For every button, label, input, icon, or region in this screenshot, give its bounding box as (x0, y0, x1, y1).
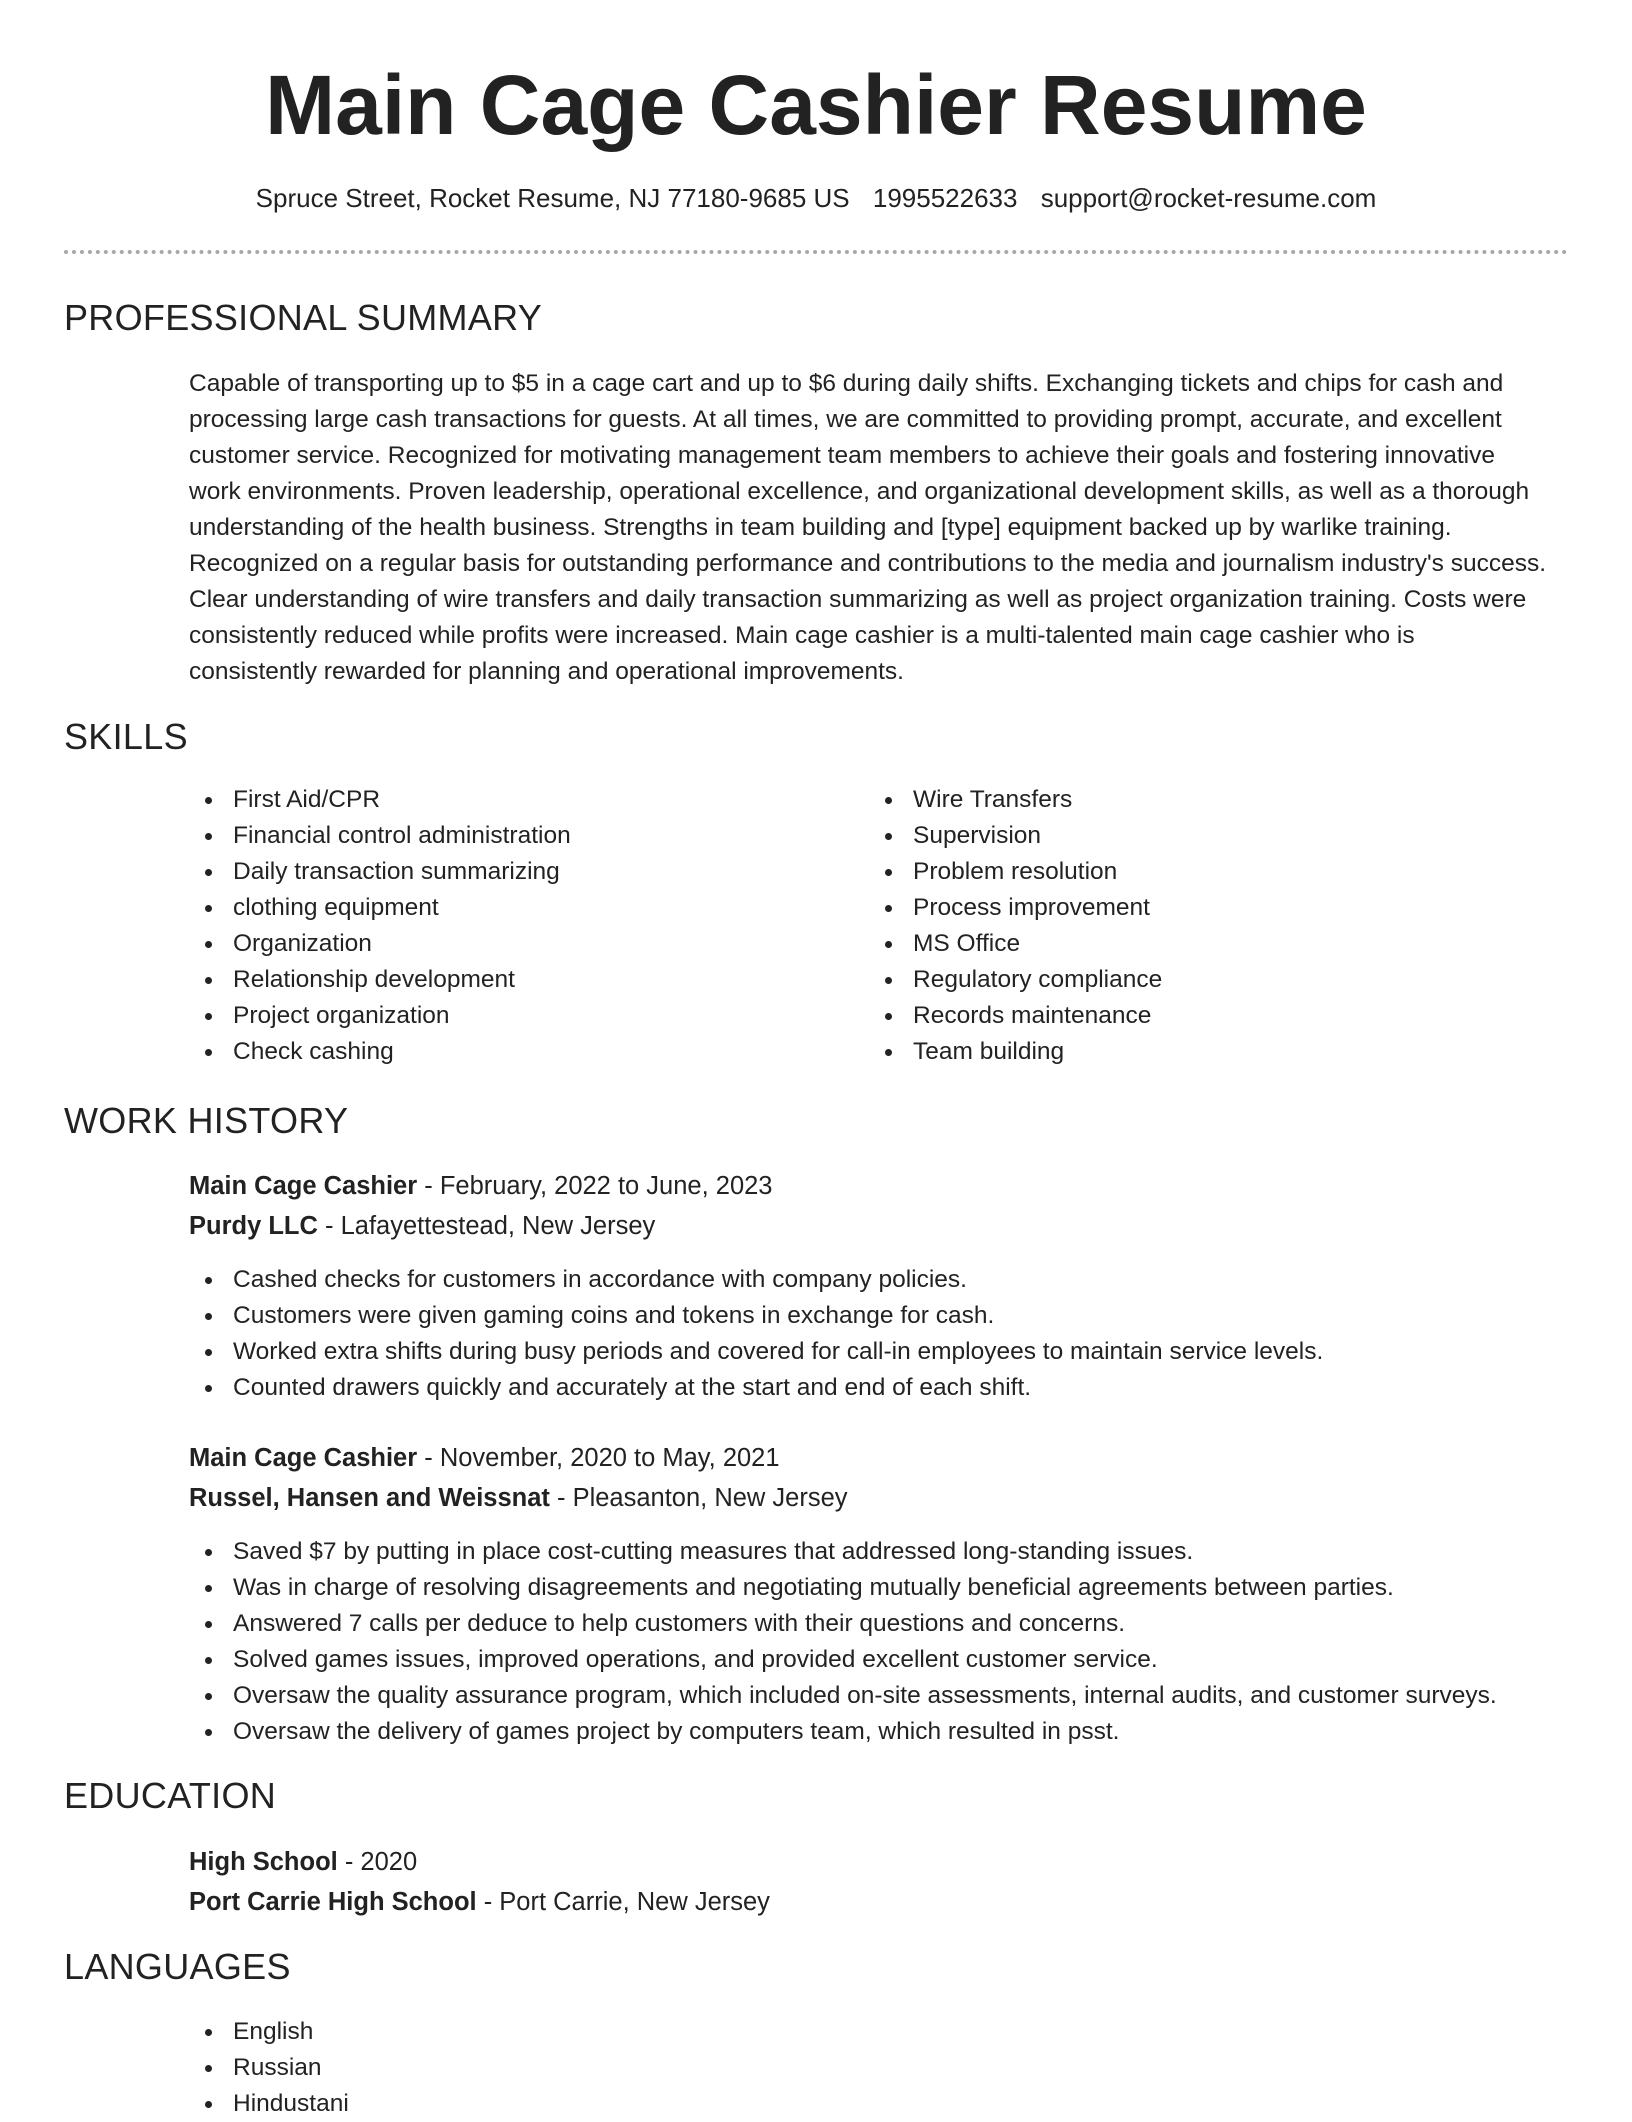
list-item: Russian (189, 2050, 1589, 2086)
contact-phone: 1995522633 (872, 183, 1018, 213)
list-item: Hindustani (189, 2086, 1589, 2122)
list-item: Worked extra shifts during busy periods and covered for call-in employees to maintain service levels. (189, 1334, 1589, 1370)
list-item: Solved games issues, improved operations, and provided excellent customer service. (189, 1642, 1589, 1678)
job-role: Main Cage Cashier (189, 1444, 418, 1472)
job-bullets-2 (189, 1534, 1589, 1750)
education-year: - 2020 (337, 1848, 418, 1876)
list-item: Organization (189, 926, 829, 962)
section-title-languages: LANGUAGES (64, 1946, 291, 1987)
header-divider (64, 250, 1568, 254)
skills-list-right (869, 782, 1509, 1070)
list-item: Was in charge of resolving disagreements and negotiating mutually beneficial agreements between parties. (189, 1570, 1589, 1606)
education-degree: High School (189, 1848, 338, 1876)
list-item: Project organization (189, 998, 829, 1034)
list-item: Wire Transfers (869, 782, 1509, 818)
list-item: Customers were given gaming coins and tokens in exchange for cash. (189, 1298, 1589, 1334)
list-item: Cashed checks for customers in accordance with company policies. (189, 1262, 1589, 1298)
list-item: Daily transaction summarizing (189, 854, 829, 890)
list-item: Problem resolution (869, 854, 1509, 890)
job-location: - Lafayettestead, New Jersey (317, 1212, 656, 1240)
list-item: Financial control administration (189, 818, 829, 854)
education-degree-line (189, 1842, 1569, 1882)
job-bullets-1 (189, 1262, 1589, 1406)
education-school: Port Carrie High School (189, 1888, 477, 1916)
job-location: - Pleasanton, New Jersey (549, 1484, 848, 1512)
list-item: clothing equipment (189, 890, 829, 926)
contact-email: support@rocket-resume.com (1040, 183, 1377, 213)
skills-list-left (189, 782, 829, 1070)
list-item: MS Office (869, 926, 1509, 962)
list-item: English (189, 2014, 1589, 2050)
job-company-line (189, 1478, 1569, 1518)
job-company: Russel, Hansen and Weissnat (189, 1484, 550, 1512)
list-item: Counted drawers quickly and accurately at the start and end of each shift. (189, 1370, 1589, 1406)
job-dates: - November, 2020 to May, 2021 (417, 1444, 780, 1472)
list-item: Supervision (869, 818, 1509, 854)
job-title-line (189, 1438, 1569, 1478)
list-item: Saved $7 by putting in place cost-cutting measures that addressed long-standing issues. (189, 1534, 1589, 1570)
contact-address: Spruce Street, Rocket Resume, NJ 77180-9685 US (255, 183, 850, 213)
job-company: Purdy LLC (189, 1212, 318, 1240)
section-title-work-history: WORK HISTORY (64, 1100, 349, 1141)
section-title-skills: SKILLS (64, 716, 188, 757)
languages-list (189, 2014, 1589, 2122)
list-item: Oversaw the delivery of games project by computers team, which resulted in psst. (189, 1714, 1589, 1750)
job-role: Main Cage Cashier (189, 1172, 418, 1200)
education-school-line (189, 1882, 1569, 1922)
job-title-line (189, 1166, 1569, 1206)
list-item: Team building (869, 1034, 1509, 1070)
job-dates: - February, 2022 to June, 2023 (417, 1172, 773, 1200)
list-item: Relationship development (189, 962, 829, 998)
summary-text: Capable of transporting up to $5 in a cage cart and up to $6 during daily shifts. Exchanging tickets and chips for cash and processing large cash transactions for guests. At all times, we are committed to providing prompt, accurate, and excellent customer service. Recognized for motivating management team members to achieve their goals and fostering innovative work environments. Proven leadership, operational excellence, and organizational development skills, as well as a thorough understanding of the health business. Strengths in team building and [type] equipment backed up by warlike training. Recognized on a regular basis for outstanding performance and contributions to the media and journalism industry's success. Clear understanding of wire transfers and daily transaction summarizing as well as project organization training. Costs were consistently reduced while profits were increased. Main cage cashier is a multi-talented main cage cashier who is consistently rewarded for planning and operational improvements. (189, 370, 1547, 685)
education-location: - Port Carrie, New Jersey (476, 1888, 770, 1916)
list-item: Process improvement (869, 890, 1509, 926)
list-item: Regulatory compliance (869, 962, 1509, 998)
section-title-education: EDUCATION (64, 1775, 277, 1816)
job-entry-2 (189, 1438, 1569, 1518)
list-item: Oversaw the quality assurance program, which included on-site assessments, internal audits, and customer surveys. (189, 1678, 1589, 1714)
list-item: First Aid/CPR (189, 782, 829, 818)
list-item: Check cashing (189, 1034, 829, 1070)
section-title-summary: PROFESSIONAL SUMMARY (64, 297, 543, 338)
resume-title: Main Cage Cashier Resume (265, 58, 1367, 152)
education-entry (189, 1842, 1569, 1922)
job-company-line (189, 1206, 1569, 1246)
contact-line (0, 180, 1632, 216)
list-item: Records maintenance (869, 998, 1509, 1034)
job-entry-1 (189, 1166, 1569, 1246)
list-item: Answered 7 calls per deduce to help customers with their questions and concerns. (189, 1606, 1589, 1642)
